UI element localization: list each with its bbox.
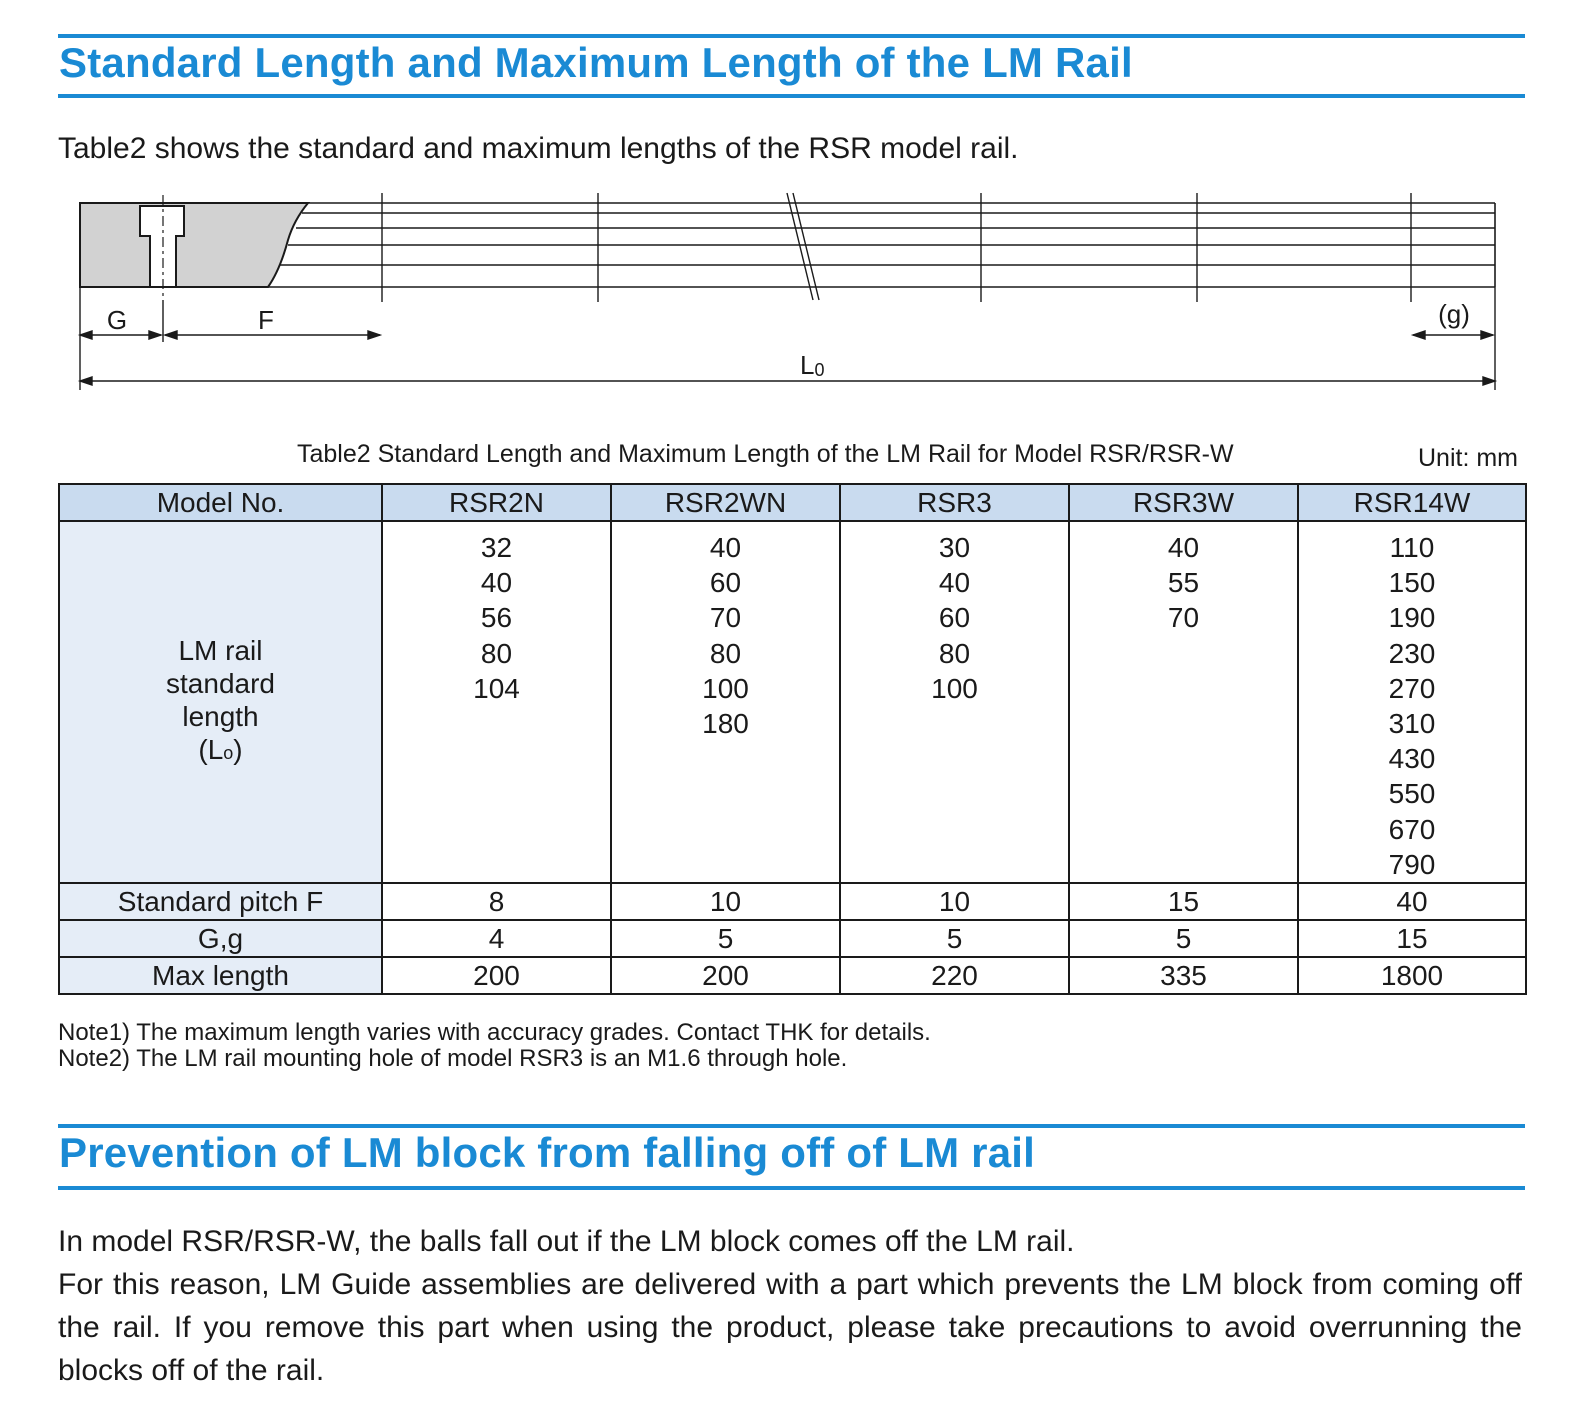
header-cell: RSR2N	[382, 484, 611, 521]
label-F: F	[258, 305, 274, 335]
length-list: 30 40 60 80 100	[840, 521, 1069, 883]
svg-text:L0	[800, 350, 824, 380]
length-list: 110 150 190 230 270 310 430 550 670 790	[1298, 521, 1526, 883]
note-item: Note2) The LM rail mounting hole of model RSR3 is an M1.6 through hole.	[58, 1045, 848, 1072]
header-cell: RSR3W	[1069, 484, 1298, 521]
table-cell: 5	[1069, 920, 1298, 957]
length-list: 40 60 70 80 100 180	[611, 521, 840, 883]
table-cell: 15	[1298, 920, 1526, 957]
label-G: G	[106, 305, 128, 335]
table-cell: 200	[382, 957, 611, 994]
table-cell: 10	[611, 883, 840, 920]
table-caption: Table2 Standard Length and Maximum Length of the LM Rail for Model RSR/RSR-W	[297, 440, 1234, 468]
label-L: L	[800, 350, 815, 380]
table-row	[59, 521, 1526, 883]
intro-text: Table2 shows the standard and maximum lengths of the RSR model rail.	[58, 132, 1019, 165]
note-item: Note1) The maximum length varies with accuracy grades. Contact THK for details.	[58, 1019, 931, 1046]
table-cell: 8	[382, 883, 611, 920]
pitch-marks	[382, 193, 1411, 302]
table-row	[59, 920, 1526, 957]
table-cell: 10	[840, 883, 1069, 920]
break-lines	[787, 193, 819, 300]
table-cell: 5	[840, 920, 1069, 957]
header-cell: RSR3	[840, 484, 1069, 521]
row-label: Max length	[59, 957, 382, 994]
table-cell: 200	[611, 957, 840, 994]
rail-body	[268, 203, 1495, 287]
section-body	[58, 1220, 1522, 1392]
header-cell: Model No.	[59, 484, 382, 521]
section-header	[58, 34, 1525, 98]
unit-label: Unit: mm	[1418, 444, 1518, 472]
section-title: Prevention of LM block from falling off of LM rail	[59, 1129, 1035, 1176]
table-cell: 5	[611, 920, 840, 957]
table-cell: 220	[840, 957, 1069, 994]
section-title: Standard Length and Maximum Length of the LM Rail	[59, 39, 1133, 86]
label-g: (g)	[1438, 299, 1470, 329]
header-cell: RSR2WN	[611, 484, 840, 521]
header-cell: RSR14W	[1298, 484, 1526, 521]
rail-cutaway	[80, 203, 308, 287]
body-paragraph: For this reason, LM Guide assemblies are delivered with a part which prevents the LM block from coming off the rail. If you remove this part when using the product, please take precautions to avoid overrunning the blocks off of the rail.	[58, 1268, 1522, 1387]
table-cell: 15	[1069, 883, 1298, 920]
rail-diagram	[70, 190, 1510, 400]
table-cell: 335	[1069, 957, 1298, 994]
table-cell: 40	[1298, 883, 1526, 920]
rail-length-table	[58, 483, 1527, 995]
body-paragraph: In model RSR/RSR-W, the balls fall out if the LM block comes off the LM rail.	[58, 1225, 1075, 1258]
table-row	[59, 957, 1526, 994]
label-L-sub: 0	[814, 360, 825, 380]
table-cell: 4	[382, 920, 611, 957]
table-row	[59, 883, 1526, 920]
table-cell: 1800	[1298, 957, 1526, 994]
row-label-standard-length: LM rail standard length (Lo)	[59, 521, 382, 883]
length-list: 32 40 56 80 104	[382, 521, 611, 883]
table-header-row	[59, 484, 1526, 521]
section-header	[58, 1124, 1525, 1190]
row-label: G,g	[59, 920, 382, 957]
row-label: Standard pitch F	[59, 883, 382, 920]
dimension-lines	[80, 287, 1495, 390]
notes	[58, 1020, 931, 1072]
length-list: 40 55 70	[1069, 521, 1298, 883]
